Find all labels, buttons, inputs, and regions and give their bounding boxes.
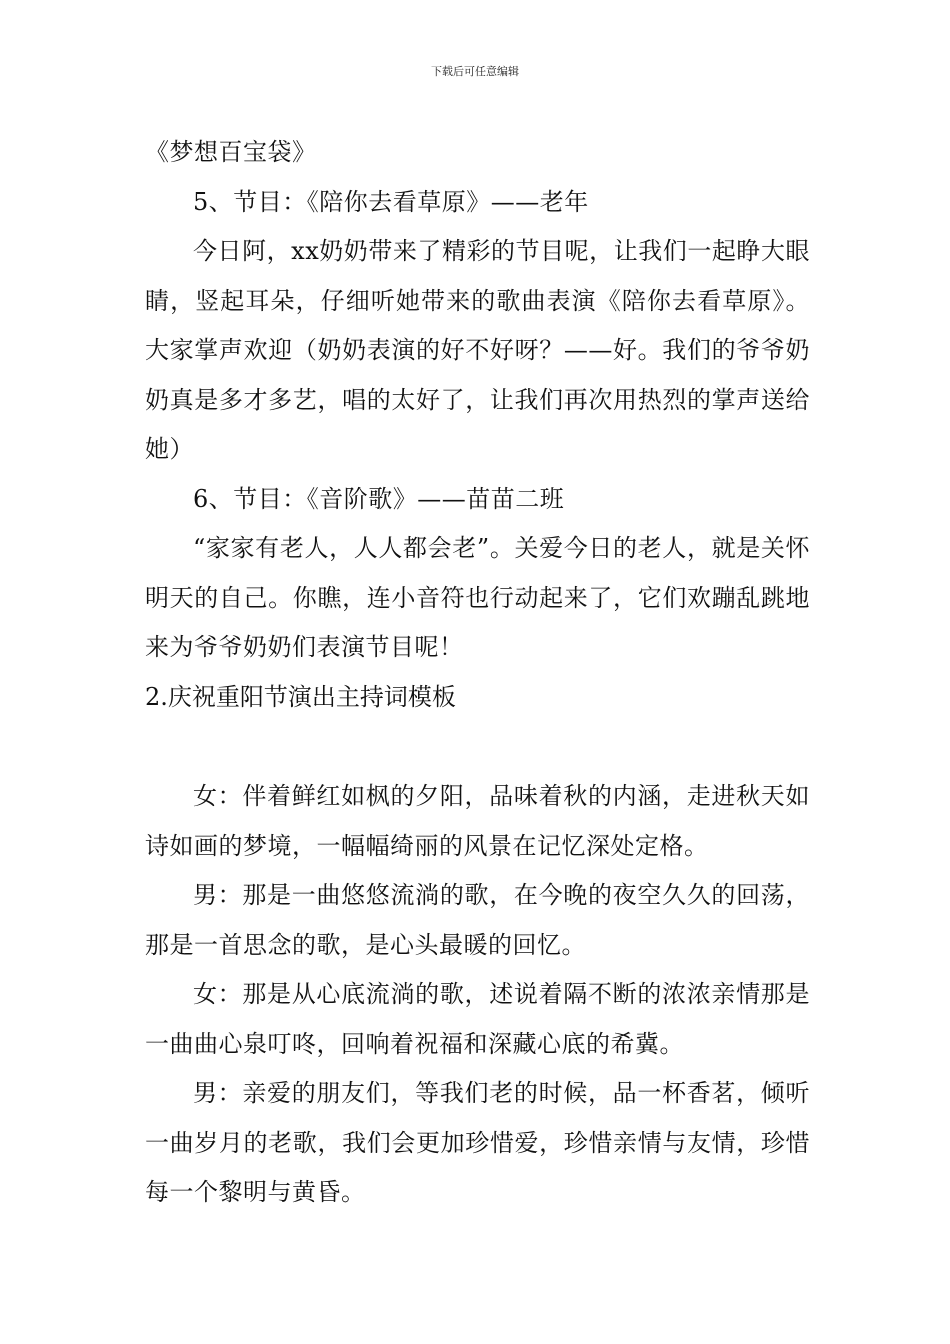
host-line: 男：亲爱的朋友们，等我们老的时候，品一杯香茗，倾听一曲岁月的老歌，我们会更加珍惜爱，珍惜亲情与友情，珍惜每一个黎明与黄昏。 bbox=[145, 1079, 810, 1206]
section-spacer bbox=[145, 722, 810, 772]
page-header: 下载后可任意编辑 bbox=[431, 65, 519, 78]
document-body bbox=[145, 128, 810, 1218]
host-line: 女：伴着鲜红如枫的夕阳，品味着秋的内涵，走进秋天如诗如画的梦境，一幅幅绮丽的风景在记忆深处定格。 bbox=[145, 782, 810, 860]
program-5-title: 5、节目：《陪你去看草原》——老年 bbox=[193, 187, 589, 216]
section-heading: 2.庆祝重阳节演出主持词模板 bbox=[145, 682, 456, 711]
program-title-tail: 《梦想百宝袋》 bbox=[145, 138, 317, 166]
program-6-intro: “家家有老人，人人都会老”。关爱今日的老人，就是关怀明天的自己。你瞧，连小音符也行动起来了，它们欢蹦乱跳地来为爷爷奶奶们表演节目呢！ bbox=[145, 534, 810, 661]
host-line: 女：那是从心底流淌的歌，述说着隔不断的浓浓亲情那是一曲曲心泉叮咚，回响着祝福和深藏心底的希冀。 bbox=[145, 980, 810, 1058]
host-line: 男：那是一曲悠悠流淌的歌，在今晚的夜空久久的回荡，那是一首思念的歌，是心头最暖的回忆。 bbox=[145, 881, 810, 959]
program-5-intro: 今日阿，xx奶奶带来了精彩的节目呢，让我们一起睁大眼睛，竖起耳朵，仔细听她带来的歌曲表演《陪你去看草原》。大家掌声欢迎（奶奶表演的好不好呀？——好。我们的爷爷奶奶真是多才多艺，唱的太好了，让我们再次用热烈的掌声送给她） bbox=[145, 237, 810, 463]
program-6-title: 6、节目：《音阶歌》——苗苗二班 bbox=[193, 484, 565, 513]
